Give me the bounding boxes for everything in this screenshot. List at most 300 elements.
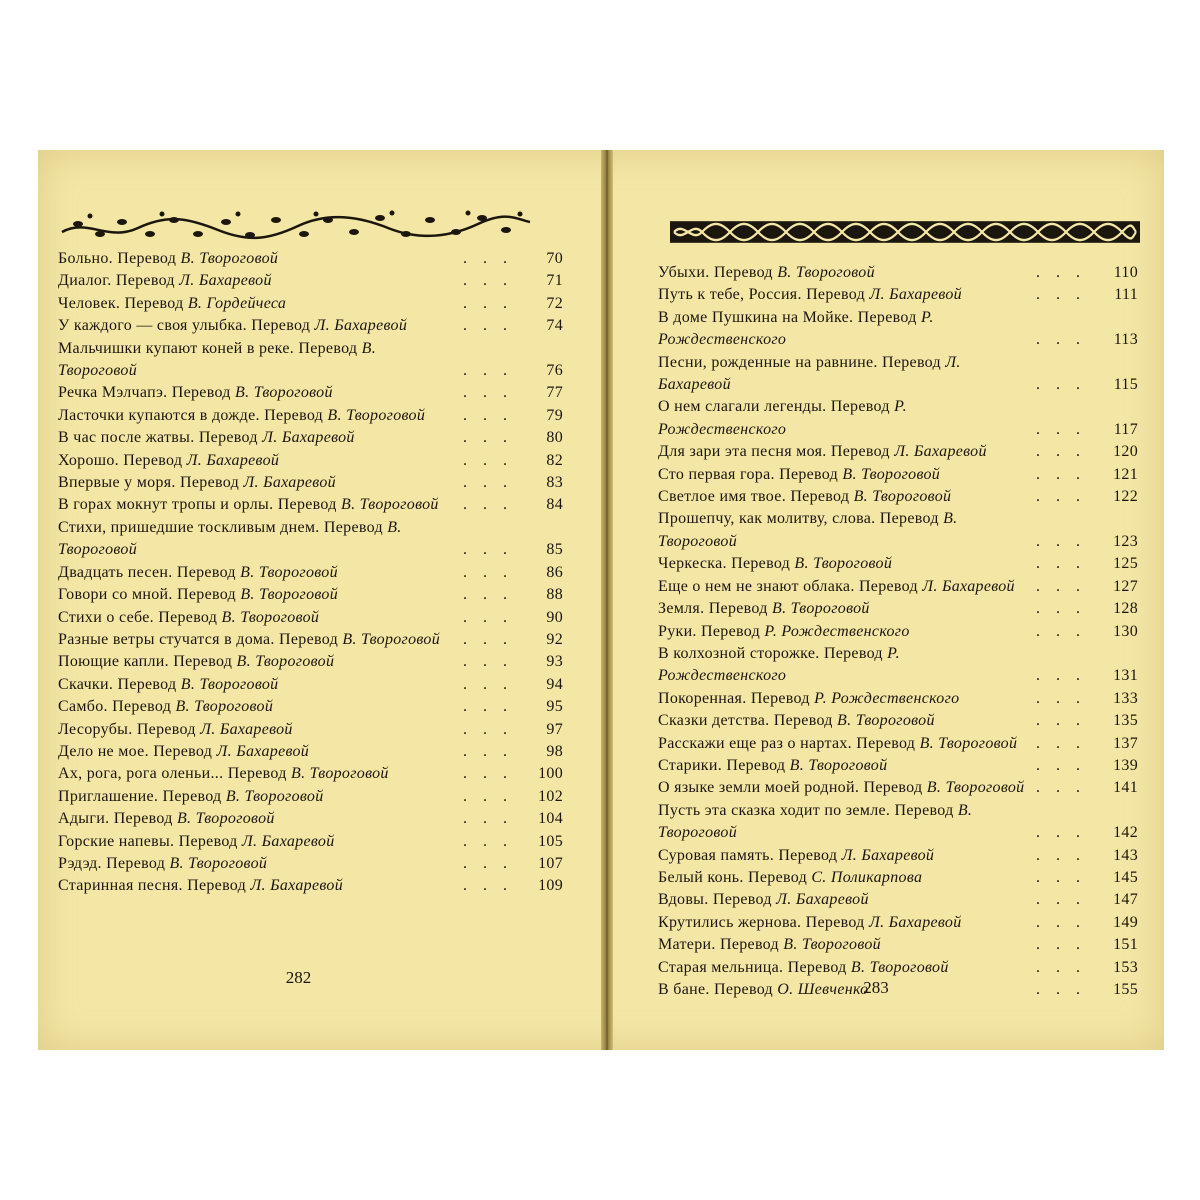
toc-entry-text xyxy=(658,576,1030,598)
poem-title: Дело не мое. xyxy=(58,742,149,760)
poem-title: В доме Пушкина на Мойке. xyxy=(658,308,854,326)
leader-dots: . . . xyxy=(463,742,513,760)
toc-entry xyxy=(658,352,1138,397)
toc-entry-text xyxy=(58,270,457,292)
toc-entry-text xyxy=(58,629,457,651)
poem-title: Адыги. xyxy=(58,810,110,828)
poem-title: Лесорубы. xyxy=(58,720,133,738)
leader-dots: . . . xyxy=(463,429,513,447)
translation-label: Перевод xyxy=(713,264,773,281)
translation-label: Перевод xyxy=(323,518,383,536)
toc-entry-text xyxy=(58,382,457,404)
toc-entry xyxy=(658,486,1138,508)
leader-dots: . . . xyxy=(1036,532,1086,550)
toc-entry xyxy=(658,934,1138,956)
toc-entry xyxy=(658,912,1138,934)
right-page xyxy=(658,150,1138,1050)
poem-title: Стихи о себе. xyxy=(58,608,154,626)
toc-entry-text xyxy=(58,853,457,875)
toc-page-number: 102 xyxy=(538,787,563,805)
translation-label: Перевод xyxy=(171,384,231,402)
translator-name: В. Твороговой xyxy=(175,698,274,716)
toc-page-number: 98 xyxy=(546,742,563,760)
translator-name: С. Поликарпова xyxy=(811,868,923,886)
leader-dots: . . . xyxy=(463,832,513,850)
braided-band-ornament xyxy=(670,214,1140,250)
translation-label: Перевод xyxy=(830,398,890,416)
toc-entry xyxy=(658,262,1138,284)
toc-entry xyxy=(58,853,563,875)
translator-name: В. Твороговой xyxy=(169,854,268,872)
toc-entry-text xyxy=(658,284,1030,306)
translator-name: В. Твороговой xyxy=(240,586,339,604)
toc-entry xyxy=(58,248,563,270)
toc-entry-text xyxy=(658,710,1030,732)
toc-page-number: 125 xyxy=(1113,555,1138,573)
translator-name: В. Твороговой xyxy=(658,801,973,842)
translator-name: В. Гордейчеса xyxy=(187,294,287,312)
translation-label: Перевод xyxy=(773,712,833,730)
toc-entry-text xyxy=(658,643,1030,688)
translation-label: Перевод xyxy=(277,496,337,514)
translation-label: Перевод xyxy=(830,443,890,461)
poem-title: Ах, рога, рога оленьи... xyxy=(58,765,224,783)
toc-page-number: 123 xyxy=(1113,532,1138,550)
translator-name: В. Твороговой xyxy=(342,630,441,648)
toc-page-number: 139 xyxy=(1113,756,1138,774)
toc-entry xyxy=(58,382,563,404)
poem-title: Покоренная. xyxy=(658,689,747,707)
toc-entry xyxy=(58,763,563,785)
toc-entry xyxy=(58,607,563,629)
leader-dots: . . . xyxy=(1036,465,1086,483)
translation-label: Перевод xyxy=(823,644,883,662)
toc-entry-text xyxy=(658,934,1030,956)
toc-entry xyxy=(658,508,1138,553)
translation-label: Перевод xyxy=(879,510,939,528)
toc-page-number: 88 xyxy=(546,586,563,604)
poem-title: Человек. xyxy=(58,294,121,312)
leader-dots: . . . xyxy=(463,250,513,267)
toc-page-number: 94 xyxy=(546,675,563,693)
leader-dots: . . . xyxy=(1036,779,1086,797)
translation-label: Перевод xyxy=(714,981,773,998)
leader-dots: . . . xyxy=(463,810,513,828)
leader-dots: . . . xyxy=(1036,913,1086,931)
translator-name: В. Твороговой xyxy=(327,406,426,424)
translation-label: Перевод xyxy=(136,720,196,738)
toc-page-number: 141 xyxy=(1113,779,1138,797)
toc-entry xyxy=(58,786,563,808)
leader-dots: . . . xyxy=(463,586,513,604)
toc-entry-text xyxy=(58,338,457,383)
toc-entry xyxy=(658,733,1138,755)
leader-dots: . . . xyxy=(463,698,513,716)
toc-entry xyxy=(58,719,563,741)
translator-name: Р. Рождественского xyxy=(814,689,960,707)
translator-name: Л. Бахаревой xyxy=(869,286,962,304)
translator-name: Л. Бахаревой xyxy=(243,474,336,492)
toc-entry xyxy=(58,584,563,606)
poem-title: Стихи, пришедшие тоскливым днем. xyxy=(58,518,320,536)
leader-dots: . . . xyxy=(1036,286,1086,304)
toc-entry-text xyxy=(58,763,457,785)
translator-name: Л. Бахаревой xyxy=(841,846,935,864)
toc-entry xyxy=(58,472,563,494)
toc-entry-text xyxy=(658,889,1030,911)
poem-title: Ласточки купаются в дожде. xyxy=(58,406,260,424)
translation-label: Перевод xyxy=(279,630,339,648)
translator-name: В. Твороговой xyxy=(783,936,881,954)
leader-dots: . . . xyxy=(1036,555,1086,573)
translation-label: Перевод xyxy=(177,586,236,604)
toc-entry xyxy=(658,957,1138,979)
toc-page-number: 120 xyxy=(1113,443,1138,461)
leader-dots: . . . xyxy=(1036,756,1086,774)
translation-label: Перевод xyxy=(857,308,917,326)
translator-name: Л. Бахаревой xyxy=(658,353,961,394)
leader-dots: . . . xyxy=(463,384,513,402)
toc-entry xyxy=(58,338,563,383)
leader-dots: . . . xyxy=(463,294,513,312)
toc-page-number: 105 xyxy=(538,832,563,850)
leader-dots: . . . xyxy=(463,474,513,492)
toc-entry xyxy=(58,831,563,853)
toc-entry-text xyxy=(58,248,457,270)
toc-entry xyxy=(658,307,1138,352)
toc-entry-text xyxy=(658,553,1030,575)
toc-entry-text xyxy=(58,719,457,741)
translator-name: В. Твороговой xyxy=(235,384,333,402)
toc-page-number: 76 xyxy=(546,362,563,380)
toc-entry-text xyxy=(58,696,457,718)
toc-page-number: 155 xyxy=(1113,981,1138,998)
translator-name: В. Твороговой xyxy=(180,675,279,693)
toc-entry-text xyxy=(58,293,457,315)
toc-page-number: 71 xyxy=(546,272,563,290)
translator-name: Л. Бахаревой xyxy=(179,272,272,290)
translator-name: В. Твороговой xyxy=(853,488,952,506)
toc-page-number: 85 xyxy=(546,541,563,559)
toc-entry xyxy=(658,441,1138,463)
translator-name: О. Шевченко xyxy=(777,981,869,998)
toc-page-number: 84 xyxy=(546,496,563,514)
toc-entry-text xyxy=(58,808,457,830)
leader-dots: . . . xyxy=(463,854,513,872)
poem-title: Горские напевы. xyxy=(58,832,175,850)
translation-label: Перевод xyxy=(158,608,218,626)
poem-title: Прошепчу, как молитву, слова. xyxy=(658,510,876,528)
translator-name: В. Твороговой xyxy=(919,734,1018,752)
leader-dots: . . . xyxy=(463,451,513,469)
leader-dots: . . . xyxy=(463,653,513,671)
toc-entry xyxy=(58,315,563,337)
toc-entry xyxy=(658,598,1138,620)
translation-label: Перевод xyxy=(115,272,175,290)
toc-page-number: 90 xyxy=(546,608,563,626)
poem-title: Речка Мэлчапэ. xyxy=(58,384,168,402)
translator-name: Р. Рождественского xyxy=(764,622,910,640)
translator-name: В. Твороговой xyxy=(176,810,275,828)
poem-title: Старики. xyxy=(658,756,723,774)
leader-dots: . . . xyxy=(463,720,513,738)
toc-entry-text xyxy=(658,508,1030,553)
translator-name: В. Твороговой xyxy=(58,339,377,380)
translation-label: Перевод xyxy=(858,577,918,595)
translation-label: Перевод xyxy=(264,406,324,424)
translation-label: Перевод xyxy=(180,474,240,492)
toc-page-number: 130 xyxy=(1113,622,1138,640)
translation-label: Перевод xyxy=(712,891,772,909)
translation-label: Перевод xyxy=(894,801,954,819)
toc-entry xyxy=(658,396,1138,441)
leader-dots: . . . xyxy=(1036,667,1086,685)
poem-title: Убыхи. xyxy=(658,264,710,281)
translator-name: В. Твороговой xyxy=(180,250,279,267)
poem-title: Сто первая гора. xyxy=(658,465,775,483)
toc-entry-text xyxy=(658,396,1030,441)
translation-label: Перевод xyxy=(117,675,177,693)
toc-page-number: 128 xyxy=(1113,600,1138,618)
toc-entry xyxy=(658,710,1138,732)
leader-dots: . . . xyxy=(1036,600,1086,618)
poem-title: Крутились жернова. xyxy=(658,913,802,931)
toc-entry-text xyxy=(658,733,1030,755)
toc-entry-text xyxy=(658,912,1030,934)
translator-name: Л. Бахаревой xyxy=(250,877,344,895)
translation-label: Перевод xyxy=(701,622,761,640)
leader-dots: . . . xyxy=(1036,488,1086,506)
toc-page-number: 82 xyxy=(546,451,563,469)
translation-label: Перевод xyxy=(187,877,247,895)
toc-entry xyxy=(658,777,1138,799)
leader-dots: . . . xyxy=(1036,376,1086,394)
translator-name: В. Твороговой xyxy=(772,600,870,618)
toc-entry-text xyxy=(658,867,1030,889)
translator-name: В. Твороговой xyxy=(926,779,1025,797)
poem-title: О нем слагали легенды. xyxy=(658,398,827,416)
toc-entry xyxy=(658,889,1138,911)
leader-dots: . . . xyxy=(463,630,513,648)
toc-page-number: 93 xyxy=(546,653,563,671)
toc-page-number: 79 xyxy=(546,406,563,424)
poem-title: Путь к тебе, Россия. xyxy=(658,286,802,304)
toc-page-number: 151 xyxy=(1113,936,1138,954)
poem-title: Вдовы. xyxy=(658,891,709,909)
toc-entry-text xyxy=(658,598,1030,620)
translator-name: В. Твороговой xyxy=(789,756,888,774)
toc-entry xyxy=(658,621,1138,643)
translator-name: Л. Бахаревой xyxy=(262,429,355,447)
toc-entry-text xyxy=(658,441,1030,463)
toc-entry xyxy=(658,845,1138,867)
toc-page-number: 74 xyxy=(546,317,563,335)
toc-page-number: 143 xyxy=(1113,846,1138,864)
translation-label: Перевод xyxy=(790,488,850,506)
poem-title: Суровая память. xyxy=(658,846,775,864)
toc-entry-text xyxy=(58,315,457,337)
leader-dots: . . . xyxy=(463,877,513,895)
toc-entry-text xyxy=(58,517,457,562)
poem-title: Матери. xyxy=(658,936,716,954)
poem-title: Старая мельница. xyxy=(658,958,784,976)
translation-label: Перевод xyxy=(806,286,866,304)
toc-page-number: 77 xyxy=(546,384,563,402)
toc-entry xyxy=(58,875,563,897)
translation-label: Перевод xyxy=(731,555,791,573)
toc-page-number: 109 xyxy=(538,877,563,895)
leader-dots: . . . xyxy=(1036,712,1086,730)
toc-page-number: 72 xyxy=(546,294,563,312)
toc-page-number: 95 xyxy=(546,698,563,716)
poem-title: Поющие капли. xyxy=(58,653,169,671)
poem-title: В колхозной сторожке. xyxy=(658,644,820,662)
poem-title: Больно. xyxy=(58,250,113,267)
toc-entry xyxy=(58,562,563,584)
toc-entry-text xyxy=(658,262,1030,284)
poem-title: Руки. xyxy=(658,622,697,640)
left-page xyxy=(58,150,563,1050)
translation-label: Перевод xyxy=(719,936,779,954)
toc-entry xyxy=(658,867,1138,889)
toc-page-number: 131 xyxy=(1113,667,1138,685)
leader-dots: . . . xyxy=(463,608,513,626)
translation-label: Перевод xyxy=(748,868,808,886)
leader-dots: . . . xyxy=(1036,734,1086,752)
translation-label: Перевод xyxy=(198,429,258,447)
toc-entry xyxy=(58,808,563,830)
translator-name: Л. Бахаревой xyxy=(776,891,869,909)
translation-label: Перевод xyxy=(298,339,358,357)
toc-entry xyxy=(658,755,1138,777)
toc-entry xyxy=(658,576,1138,598)
leader-dots: . . . xyxy=(1036,824,1086,842)
poem-title: Для зари эта песня моя. xyxy=(658,443,827,461)
translation-label: Перевод xyxy=(173,653,233,671)
translation-label: Перевод xyxy=(778,846,838,864)
toc-entry-text xyxy=(58,674,457,696)
toc-entry xyxy=(658,800,1138,845)
poem-title: Расскажи еще раз о нартах. xyxy=(658,734,852,752)
toc-entry-text xyxy=(58,472,457,494)
toc-page-number: 97 xyxy=(546,720,563,738)
toc-entry xyxy=(58,293,563,315)
leader-dots: . . . xyxy=(1036,891,1086,909)
translation-label: Перевод xyxy=(863,779,923,797)
translator-name: Л. Бахаревой xyxy=(241,832,335,850)
toc-entry-text xyxy=(58,584,457,606)
toc-entry xyxy=(58,405,563,427)
toc-page-number: 145 xyxy=(1113,868,1138,886)
toc-entry-text xyxy=(658,352,1030,397)
leader-dots: . . . xyxy=(1036,443,1086,461)
book-gutter xyxy=(601,150,613,1050)
poem-title: Говори со мной. xyxy=(58,586,173,604)
leader-dots: . . . xyxy=(1036,622,1086,640)
poem-title: Старинная песня. xyxy=(58,877,183,895)
translation-label: Перевод xyxy=(153,742,213,760)
toc-entry xyxy=(58,674,563,696)
toc-entry-text xyxy=(58,875,457,897)
toc-page-number: 70 xyxy=(546,250,563,267)
leader-dots: . . . xyxy=(463,787,513,805)
leader-dots: . . . xyxy=(1036,689,1086,707)
translator-name: В. Твороговой xyxy=(240,563,338,581)
translator-name: В. Твороговой xyxy=(850,958,949,976)
leader-dots: . . . xyxy=(463,675,513,693)
translation-label: Перевод xyxy=(805,913,865,931)
toc-page-number: 142 xyxy=(1113,824,1138,842)
toc-entry-text xyxy=(658,800,1030,845)
poem-title: В бане. xyxy=(658,981,710,998)
floral-vine-ornament xyxy=(58,208,533,244)
toc-page-number: 115 xyxy=(1113,376,1138,394)
toc-page-number: 137 xyxy=(1113,734,1138,752)
translator-name: Л. Бахаревой xyxy=(894,443,987,461)
translator-name: В. Твороговой xyxy=(842,465,941,483)
toc-page-number: 147 xyxy=(1113,891,1138,909)
poem-title: Приглашение. xyxy=(58,787,159,805)
translator-name: Л. Бахаревой xyxy=(314,317,408,335)
toc-entry-text xyxy=(658,957,1030,979)
poem-title: Разные ветры стучатся в дома. xyxy=(58,630,275,648)
leader-dots: . . . xyxy=(463,406,513,424)
translator-name: Р. Рождественского xyxy=(658,398,907,438)
poem-title: В час после жатвы. xyxy=(58,429,195,447)
leader-dots: . . . xyxy=(1036,958,1086,976)
translation-label: Перевод xyxy=(162,787,222,805)
translation-label: Перевод xyxy=(123,451,183,469)
toc-entry xyxy=(58,494,563,516)
toc-page-number: 117 xyxy=(1113,420,1138,438)
translator-name: В. Твороговой xyxy=(794,555,893,573)
translator-name: В. Твороговой xyxy=(58,518,402,559)
toc-entry xyxy=(658,688,1138,710)
translation-label: Перевод xyxy=(176,563,236,581)
toc-entry-text xyxy=(58,741,457,763)
translation-label: Перевод xyxy=(726,756,786,774)
poem-title: Двадцать песен. xyxy=(58,563,173,581)
translator-name: В. Твороговой xyxy=(777,264,875,281)
toc-entry xyxy=(58,427,563,449)
toc-page-number: 92 xyxy=(546,630,563,648)
toc-entry xyxy=(58,651,563,673)
toc-entry xyxy=(58,741,563,763)
toc-page-number: 113 xyxy=(1113,331,1138,349)
toc-entry-text xyxy=(658,307,1030,352)
translator-name: Л. Бахаревой xyxy=(200,720,293,738)
leader-dots: . . . xyxy=(1036,981,1086,998)
toc-page-number: 135 xyxy=(1113,712,1138,730)
toc-page-number: 127 xyxy=(1113,577,1138,595)
table-of-contents-left xyxy=(58,248,563,898)
leader-dots: . . . xyxy=(1036,420,1086,438)
toc-entry-text xyxy=(58,607,457,629)
translation-label: Перевод xyxy=(787,958,847,976)
toc-entry xyxy=(58,696,563,718)
poem-title: Впервые у моря. xyxy=(58,474,176,492)
poem-title: Рэдэд. xyxy=(58,854,102,872)
translation-label: Перевод xyxy=(881,353,941,371)
translator-name: В. Твороговой xyxy=(837,712,935,730)
toc-page-number: 133 xyxy=(1113,689,1138,707)
page-number-left: 282 xyxy=(285,968,312,987)
toc-page-number: 83 xyxy=(546,474,563,492)
toc-entry-text xyxy=(58,405,457,427)
toc-entry-text xyxy=(658,464,1030,486)
book-spread xyxy=(38,150,1164,1050)
toc-entry xyxy=(58,450,563,472)
